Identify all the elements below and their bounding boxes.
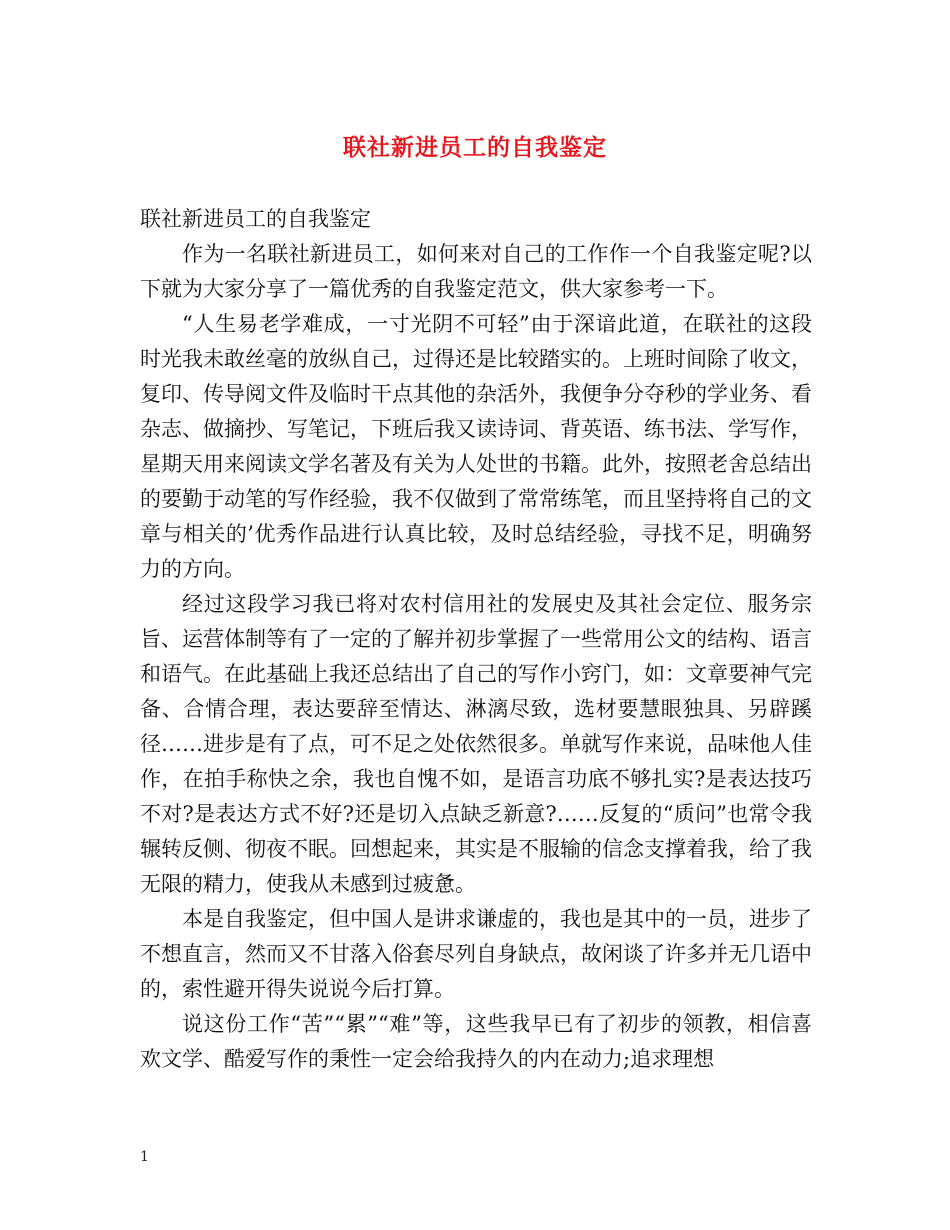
document-title: 联社新进员工的自我鉴定: [343, 134, 607, 161]
paragraph-plans: 说这份工作“苦”“累”“难”等，这些我早已有了初步的领教，相信喜欢文学、酷爱写作的秉性一定会给我持久的内在动力;追求理想: [140, 1012, 812, 1071]
document-body: [140, 202, 812, 1077]
page-number: 1: [140, 1149, 149, 1165]
paragraph-study: “人生易老学难成，一寸光阴不可轻”由于深谙此道，在联社的这段时光我未敢丝毫的放纵自己，过得还是比较踏实的。上班时间除了收文，复印、传导阅文件及临时干点其他的杂活外，我便争分夺秒的学业务、看杂志、做摘抄、写笔记，下班后我又读诗词、背英语、练书法、学写作，星期天用来阅读文学名著及有关为人处世的书籍。此外，按照老舍总结出的要勤于动笔的写作经验，我不仅做到了常常练笔，而且坚持将自己的文章与相关的’优秀作品进行认真比较，及时总结经验，寻找不足，明确努力的方向。: [140, 312, 812, 581]
document-subtitle: 联社新进员工的自我鉴定: [140, 207, 371, 231]
paragraph-intro: 作为一名联社新进员工，如何来对自己的工作作一个自我鉴定呢?以下就为大家分享了一篇优秀的自我鉴定范文，供大家参考一下。: [140, 242, 812, 301]
paragraph-progress: 经过这段学习我已将对农村信用社的发展史及其社会定位、服务宗旨、运营体制等有了一定的了解并初步掌握了一些常用公文的结构、语言和语气。在此基础上我还总结出了自己的写作小窍门，如：文章要神气完备、合情合理，表达要辞至情达、淋漓尽致，选材要慧眼独具、另辟蹊径……进步是有了点，可不足之处依然很多。单就写作来说，品味他人佳作，在拍手称快之余，我也自愧不如，是语言功底不够扎实?是表达技巧不对?是表达方式不好?还是切入点缺乏新意?……反复的“质问”也常令我辗转反侧、彻夜不眠。回想起来，其实是不服输的信念支撑着我，给了我无限的精力，使我从未感到过疲惫。: [140, 592, 812, 896]
paragraph-modesty: 本是自我鉴定，但中国人是讲求谦虚的，我也是其中的一员，进步了不想直言，然而又不甘落入俗套尽列自身缺点，故闲谈了许多并无几语中的，索性避开得失说说今后打算。: [140, 907, 812, 1001]
